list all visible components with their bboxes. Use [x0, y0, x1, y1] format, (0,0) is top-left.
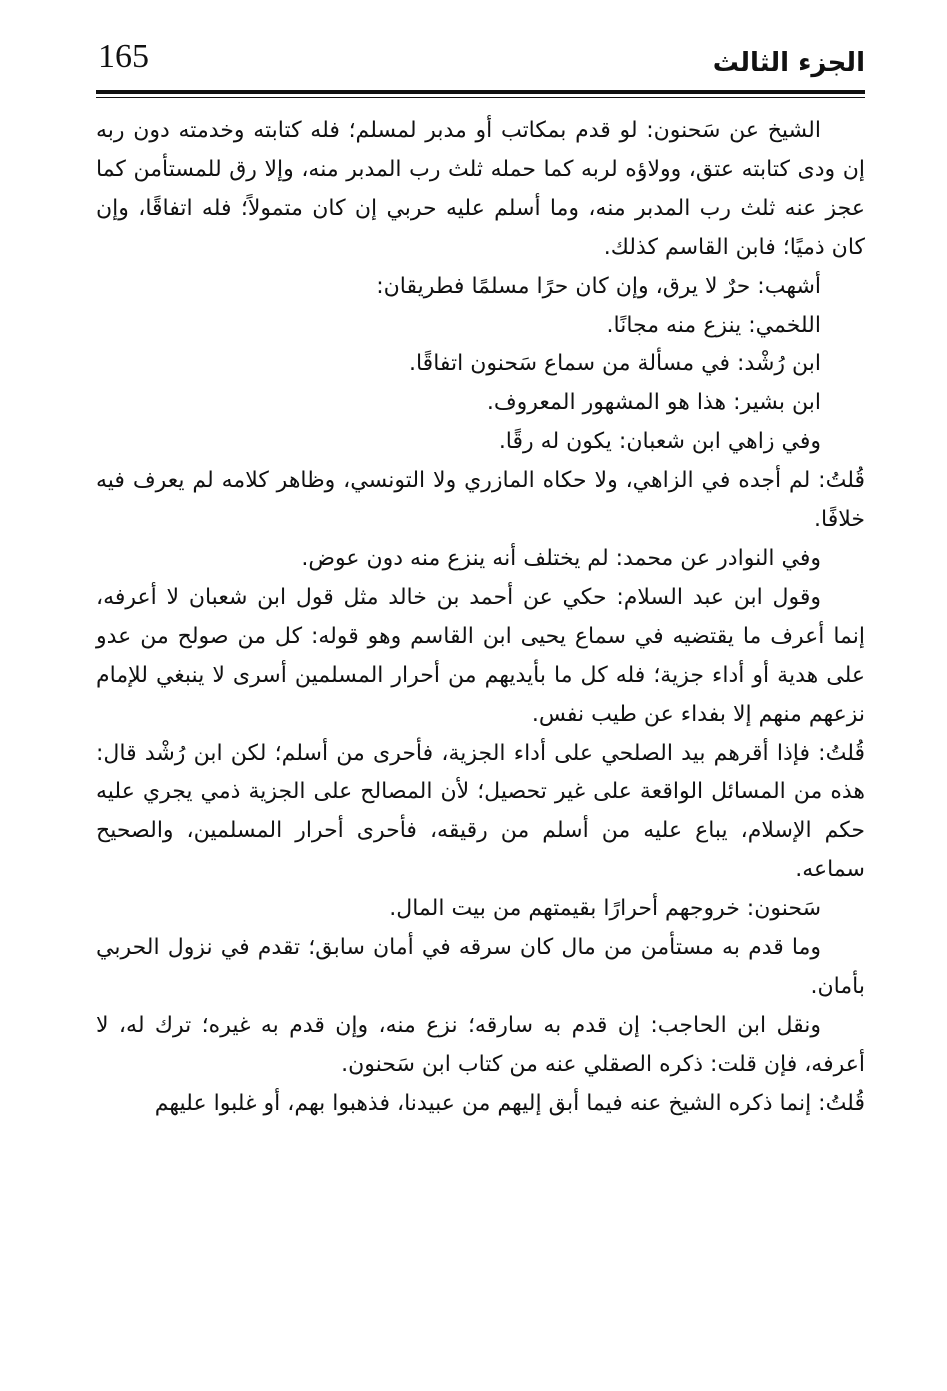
paragraph: ابن رُشْد: في مسألة من سماع سَحنون اتفاقًا.	[408, 351, 821, 377]
paragraph: قُلتُ: فإذا أقرهم بيد الصلحي على أداء الجزية، فأحرى من أسلم؛ لكن ابن رُشْد قال: هذه من المسائل الواقعة على غير تحصيل؛ لأن المصالح على الجزية ذمي يجري عليه حكم الإسلام، يباع عليه من أسلم من رقيقه، فأحرى أحرار المسلمين، والصحيح سماعه.	[96, 740, 865, 883]
header-rule-thin	[96, 97, 865, 98]
running-head: الجزء الثالث	[712, 48, 865, 78]
body-text	[96, 112, 865, 1124]
paragraph: قُلتُ: لم أجده في الزاهي، ولا حكاه المازري ولا التونسي، وظاهر كلامه لم يعرف فيه خلافًا.	[96, 468, 865, 533]
page-number: 165	[98, 38, 149, 75]
paragraph: اللخمي: ينزع منه مجانًا.	[606, 312, 821, 338]
paragraph: سَحنون: خروجهم أحرارًا بقيمتهم من بيت المال.	[389, 896, 821, 922]
paragraph: الشيخ عن سَحنون: لو قدم بمكاتب أو مدبر لمسلم؛ فله كتابته وخدمته دون ربه إن ودى كتابته عتق، وولاؤه لربه كما حمله ثلث رب المدبر منه، وإلا رق للمستأمن كما عجز عنه ثلث رب المدبر منه، وما أسلم عليه حربي إن كان متمولاً؛ فله اتفاقًا، وإن كان ذميًا؛ فابن القاسم كذلك.	[96, 118, 865, 260]
paragraph: وفي النوادر عن محمد: لم يختلف أنه ينزع منه دون عوض.	[301, 545, 821, 571]
paragraph: وقول ابن عبد السلام: حكي عن أحمد بن خالد مثل قول ابن شعبان لا أعرفه، إنما أعرف ما يقتضيه في سماع يحيى ابن القاسم وهو قوله: كل من صولح من عدو على هدية أو أداء جزية؛ فله كل ما بأيديهم من أحرار المسلمين أسرى لا ينبغي للإمام نزعهم منهم إلا بفداء عن طيب نفس.	[96, 584, 865, 727]
paragraph: قُلتُ: إنما ذكره الشيخ عنه فيما أبق إليهم من عبيدنا، فذهبوا بهم، أو غلبوا عليهم	[154, 1090, 865, 1116]
header-rule-thick	[96, 90, 865, 94]
page-header	[96, 36, 865, 92]
paragraph: وفي زاهي ابن شعبان: يكون له رقًا.	[498, 429, 821, 455]
paragraph: ابن بشير: هذا هو المشهور المعروف.	[486, 390, 821, 416]
paragraph: أشهب: حرٌ لا يرق، وإن كان حرًا مسلمًا فطريقان:	[376, 273, 821, 299]
paragraph: وما قدم به مستأمن من مال كان سرقه في أمان سابق؛ تقدم في نزول الحربي بأمان.	[96, 935, 865, 999]
paragraph: ونقل ابن الحاجب: إن قدم به سارقه؛ نزع منه، وإن قدم به غيره؛ ترك له، لا أعرفه، فإن قلت: ذكره الصقلي عنه من كتاب ابن سَحنون.	[96, 1012, 865, 1077]
